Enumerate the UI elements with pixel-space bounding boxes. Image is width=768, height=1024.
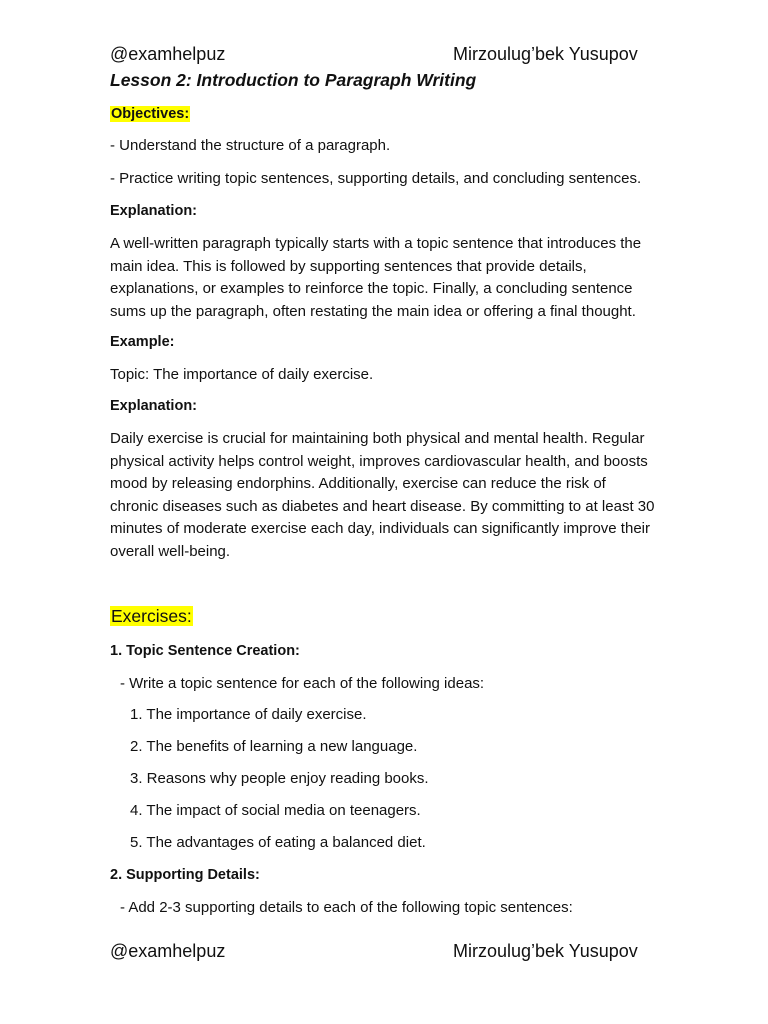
explanation-heading: Explanation:	[110, 398, 198, 414]
paragraph-line: chronic diseases such as diabetes and heart disease. By committing to at least 30	[110, 497, 655, 515]
example-heading: Example:	[110, 334, 175, 350]
example-topic: Topic: The importance of daily exercise.	[110, 366, 374, 383]
example-paragraph	[110, 428, 720, 563]
objectives-heading: Objectives:	[111, 106, 190, 122]
exercises-heading: Exercises:	[111, 606, 192, 626]
exercise-2-instruction: - Add 2-3 supporting details to each of the following topic sentences:	[120, 899, 573, 916]
paragraph-line: mood by releasing endorphins. Additionally, exercise can reduce the risk of	[110, 475, 606, 492]
objectives-heading-wrap	[110, 105, 190, 123]
paragraph-line: overall well-being.	[110, 542, 231, 560]
explanation-heading: Explanation:	[110, 203, 198, 219]
paragraph-line: A well-written paragraph typically starts with a topic sentence that introduces the	[110, 235, 642, 252]
exercise-1-instruction: - Write a topic sentence for each of the following ideas:	[120, 675, 485, 692]
lesson-title: Lesson 2: Introduction to Paragraph Writing	[110, 70, 477, 90]
paragraph-line: explanations, or examples to reinforce the topic. Finally, a concluding sentence	[110, 280, 633, 297]
header-author: Mirzoulug’bek Yusupov	[453, 44, 638, 64]
footer-handle: @examhelpuz	[110, 941, 226, 961]
header-handle: @examhelpuz	[110, 44, 226, 64]
footer-author: Mirzoulug’bek Yusupov	[453, 941, 638, 961]
exercise-1-item: 3. Reasons why people enjoy reading books.	[130, 770, 429, 787]
paragraph-line: main idea. This is followed by supporting sentences that provide details,	[110, 257, 587, 275]
paragraph-line: minutes of moderate exercise each day, individuals can significantly improve their	[110, 520, 650, 537]
objective-item: - Practice writing topic sentences, supporting details, and concluding sentences.	[110, 170, 642, 187]
exercise-2-heading: 2. Supporting Details:	[110, 867, 260, 883]
exercise-1-heading: 1. Topic Sentence Creation:	[110, 643, 300, 659]
explanation-paragraph	[110, 233, 720, 323]
objective-item: - Understand the structure of a paragraph.	[110, 137, 391, 154]
exercise-1-item: 4. The impact of social media on teenagers.	[130, 802, 421, 819]
paragraph-line: sums up the paragraph, often restating the main idea or offering a final thought.	[110, 302, 636, 320]
exercise-1-item: 2. The benefits of learning a new language.	[130, 738, 418, 755]
exercises-heading-wrap	[110, 606, 193, 627]
paragraph-line: physical activity helps control weight, improves cardiovascular health, and boosts	[110, 452, 648, 470]
paragraph-line: Daily exercise is crucial for maintaining both physical and mental health. Regular	[110, 430, 645, 447]
exercise-1-item: 1. The importance of daily exercise.	[130, 706, 367, 723]
exercise-1-item: 5. The advantages of eating a balanced diet.	[130, 834, 426, 851]
